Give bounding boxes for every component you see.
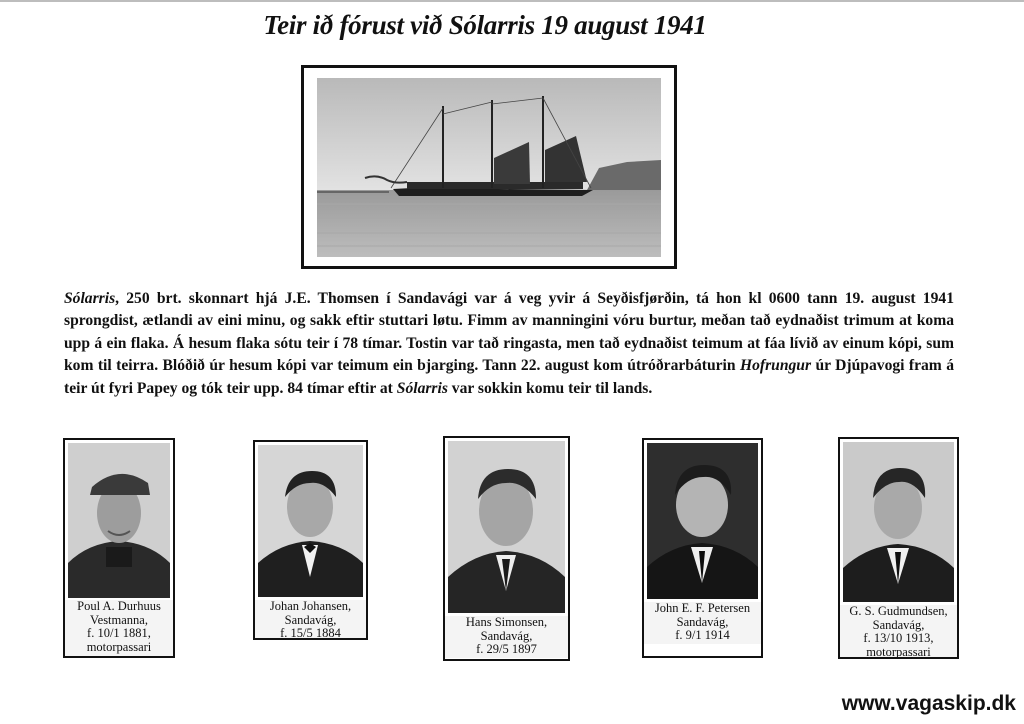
- portrait-caption: [840, 605, 957, 657]
- person-name: G. S. Gudmundsen,: [849, 604, 948, 618]
- person-role: motorpassari: [866, 644, 931, 659]
- person-place: Sandavág,: [872, 617, 925, 632]
- portrait-photo: [647, 443, 758, 599]
- portrait-card: [443, 436, 570, 661]
- boat-name: Hofrungur: [739, 357, 812, 375]
- portrait-caption: [445, 616, 568, 658]
- person-place: Vestmanna,: [90, 612, 148, 627]
- man-portrait-illustration: [647, 443, 758, 599]
- portrait-photo: [843, 442, 954, 602]
- person-place: Sandavág,: [284, 612, 337, 627]
- person-born: f. 9/1 1914: [675, 628, 730, 642]
- story-paragraph: [64, 288, 954, 400]
- story-text-2: úr Djúpavogi fram á teir út fyri Papey og tók teir upp. 84 tímar eftir at: [64, 357, 954, 397]
- man-portrait-illustration: [448, 441, 565, 613]
- page-title: Teir ið fórust við Sólarris 19 august 1941: [263, 10, 707, 40]
- ship-name: Sólarris: [396, 379, 448, 397]
- person-born: f. 13/10 1913,: [863, 631, 934, 645]
- portrait-photo: [68, 443, 170, 598]
- portrait-caption: [255, 600, 366, 638]
- portrait-card: [838, 437, 959, 659]
- person-place: Sandavág,: [480, 628, 533, 643]
- person-name: Poul A. Durhuus: [77, 599, 161, 613]
- portrait-photo: [448, 441, 565, 613]
- top-rule: [0, 0, 1024, 2]
- site-watermark: www.vagaskip.dk: [841, 692, 1016, 715]
- portrait-caption: [65, 600, 173, 656]
- story-text-3: var sokkin komu teir til lands.: [447, 379, 653, 397]
- ship-photo: [317, 78, 661, 257]
- ship-photo-frame: [301, 65, 677, 269]
- man-portrait-illustration: [68, 443, 170, 598]
- story-text-1: , 250 brt. skonnart hjá J.E. Thomsen í Sandavági var á veg yvir á Seyðisfjørðin, tá hon kl 0600 tann 19. august 1941 sprongdist, ætlandi av eini minu, og sakk eftir stuttari løtu. Fimm av manningini vóru burtur, meðan tað eydnaðist trimum at koma upp á ein flaka. Á hesum flaka sótu teir í 78 tímar. Tostin var tað ringasta, men tað eydnaðist teimum at fáa lívið av einum kópi, sum kom til teirra. Blóðið úr hesum kópi var teimum ein bjarging. Tann 22. august kom útróðrarbáturin: [64, 290, 954, 375]
- portrait-card: [642, 438, 763, 658]
- person-place: Sandavág,: [676, 614, 729, 629]
- person-born: f. 15/5 1884: [280, 626, 341, 640]
- portrait-card: [63, 438, 175, 658]
- person-name: John E. F. Petersen: [654, 601, 751, 615]
- man-portrait-illustration: [258, 445, 363, 597]
- person-born: f. 29/5 1897: [476, 642, 537, 656]
- schooner-illustration: [317, 78, 661, 257]
- person-name: Hans Simonsen,: [465, 615, 548, 629]
- portrait-card: [253, 440, 368, 640]
- person-born: f. 10/1 1881,: [87, 626, 151, 640]
- portrait-photo: [258, 445, 363, 597]
- person-name: Johan Johansen,: [269, 599, 352, 613]
- ship-name: Sólarris: [64, 290, 116, 307]
- person-role: motorpassari: [86, 639, 152, 654]
- portrait-caption: [644, 602, 761, 644]
- man-portrait-illustration: [843, 442, 954, 602]
